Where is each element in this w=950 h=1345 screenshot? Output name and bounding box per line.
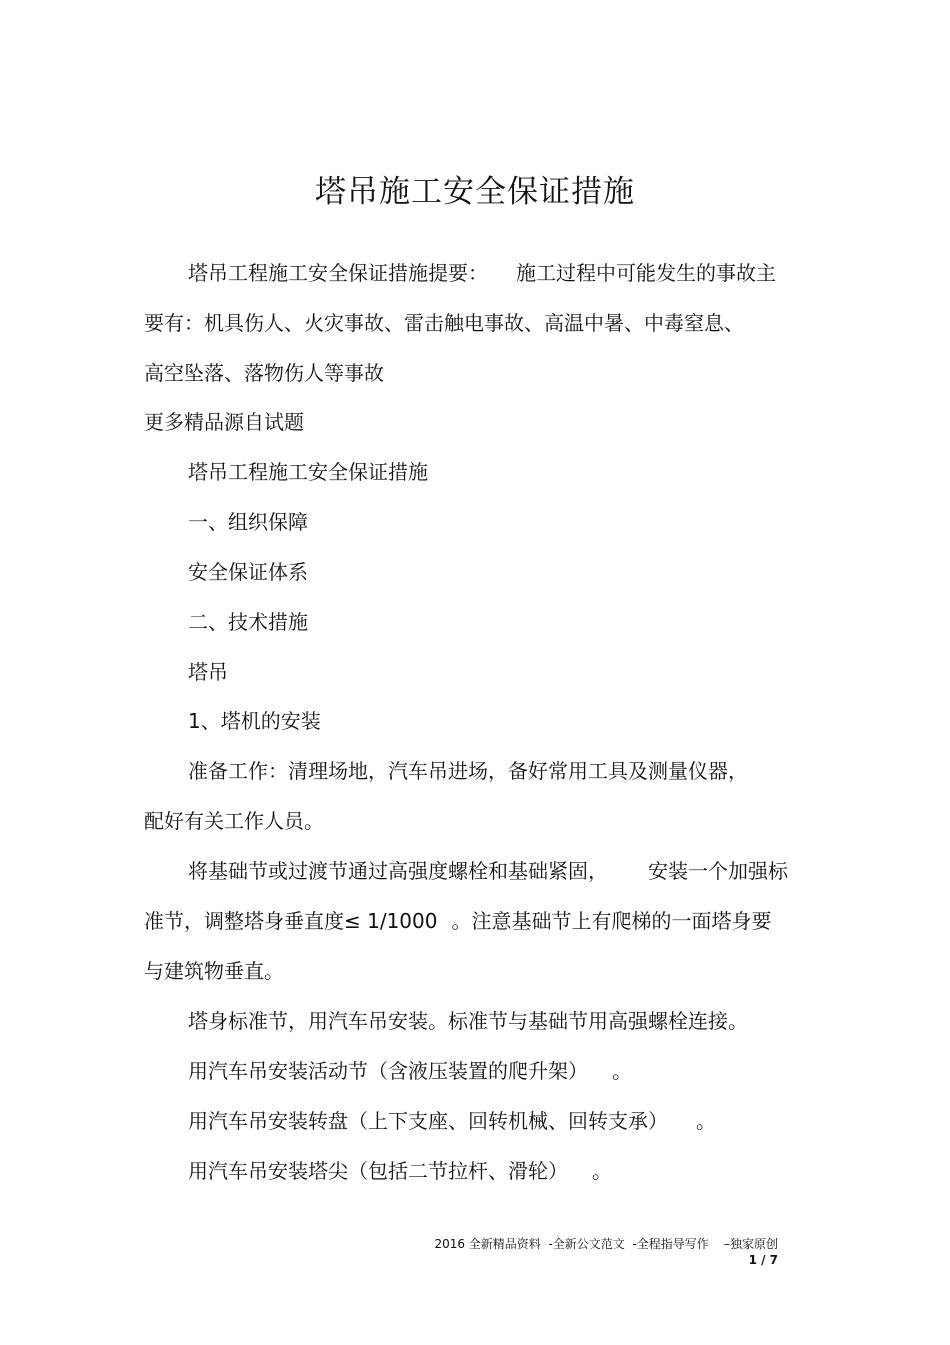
crane-step-2: [188, 1108, 716, 1134]
crane-step-2-text: 用汽车吊安装转盘（上下支座、回转机械、回转支承）: [188, 1109, 668, 1133]
heading-organization: 一、组织保障: [188, 510, 308, 534]
crane-step-3-text: 用汽车吊安装塔尖（包括二节拉杆、滑轮）: [188, 1159, 568, 1183]
subheading-safety-system: 安全保证体系: [188, 560, 308, 584]
base-line-2-part-b: 。注意基础节上有爬梯的一面塔身要: [451, 909, 772, 933]
summary-line-1-part-a: 塔吊工程施工安全保证措施提要：: [188, 261, 488, 285]
crane-step-1: [188, 1058, 632, 1084]
subheading-tower-crane: 塔吊: [188, 660, 228, 684]
base-line-3: 与建筑物垂直。: [144, 959, 284, 983]
page-title: 塔吊施工安全保证措施: [315, 174, 635, 210]
item-installation: 1、塔机的安装: [188, 709, 321, 733]
base-line-2-part-a: 准节，调整塔身垂直度≤ 1/1000: [144, 909, 438, 933]
footer-text: 2016 全新精品资料 -全新公文范文 -全程指导写作 –独家原创: [434, 1237, 778, 1251]
base-line-1: [188, 858, 788, 884]
summary-line-3: 高空坠落、落物伤人等事故: [144, 361, 384, 385]
heading-technical-measures: 二、技术措施: [188, 610, 308, 634]
crane-step-1-text: 用汽车吊安装活动节（含液压装置的爬升架）: [188, 1059, 588, 1083]
base-line-2: [144, 908, 771, 934]
prep-line-1: 准备工作：清理场地，汽车吊进场，备好常用工具及测量仪器，: [188, 759, 748, 783]
tower-section-line: 塔身标准节，用汽车吊安装。标准节与基础节用高强螺栓连接。: [188, 1009, 748, 1033]
crane-step-1-period: 。: [612, 1059, 632, 1083]
source-note: 更多精品源自试题: [144, 410, 304, 434]
summary-line-2: 要有：机具伤人、火灾事故、雷击触电事故、高温中暑、中毒窒息、: [144, 311, 744, 335]
base-line-1-part-a: 将基础节或过渡节通过高强度螺栓和基础紧固，: [188, 859, 608, 883]
base-line-1-part-b: 安装一个加强标: [648, 859, 788, 883]
section-title: 塔吊工程施工安全保证措施: [188, 460, 428, 484]
page-number: 1 / 7: [748, 1253, 778, 1267]
crane-step-2-period: 。: [696, 1109, 716, 1133]
summary-line-1-part-b: 施工过程中可能发生的事故主: [516, 261, 776, 285]
crane-step-3: [188, 1158, 612, 1184]
summary-line-1: [188, 260, 776, 286]
crane-step-3-period: 。: [592, 1159, 612, 1183]
prep-line-2: 配好有关工作人员。: [144, 809, 324, 833]
